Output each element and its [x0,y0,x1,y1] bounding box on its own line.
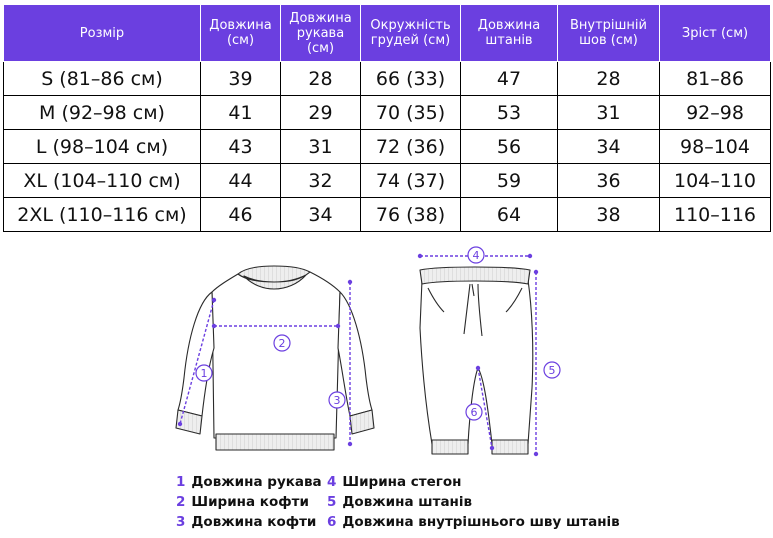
table-row [4,164,771,198]
svg-text:1: 1 [200,367,208,380]
legend-item [327,472,620,492]
header-height: Зріст (см) [660,5,771,62]
legend-number: 4 [327,474,337,490]
legend-left [176,472,322,532]
cell-chest: 74 (37) [361,164,461,198]
cell-pants: 47 [461,62,558,96]
cell-chest: 72 (36) [361,130,461,164]
legend-item [327,492,620,512]
svg-text:2: 2 [278,337,286,350]
cell-sleeve: 32 [281,164,361,198]
cell-chest: 76 (38) [361,198,461,232]
table-row [4,96,771,130]
cell-inseam: 34 [558,130,660,164]
svg-text:3: 3 [333,394,341,407]
garment-measurement-diagram [0,238,773,470]
cell-sleeve: 28 [281,62,361,96]
table-header-row [4,5,771,62]
cell-inseam: 28 [558,62,660,96]
table-row [4,130,771,164]
legend-item [176,472,322,492]
marker-3 [329,392,345,408]
header-pants-length: Довжина штанів [461,5,558,62]
cell-length: 39 [201,62,281,96]
cell-height: 110–116 [660,198,771,232]
legend-number: 2 [176,494,186,510]
pants-waistband [420,267,530,284]
cell-pants: 53 [461,96,558,130]
legend-number: 3 [176,514,186,530]
cell-pants: 56 [461,130,558,164]
legend-text: Довжина кофти [191,514,317,530]
marker-6 [466,404,482,420]
cell-size: 2XL (110–116 см) [4,198,201,232]
pants-right-cuff [492,440,528,454]
marker-5 [544,362,560,378]
cell-size: XL (104–110 см) [4,164,201,198]
header-inseam: Внутрішній шов (см) [558,5,660,62]
legend-text: Ширина стегон [342,474,462,490]
cell-size: S (81–86 см) [4,62,201,96]
legend-text: Довжина штанів [342,494,473,510]
legend-text: Довжина внутрішнього шву штанів [342,514,620,530]
marker-2 [274,335,290,351]
cell-length: 43 [201,130,281,164]
header-length: Довжина (см) [201,5,281,62]
legend-text: Довжина рукава [191,474,322,490]
legend-item [327,512,620,532]
cell-height: 104–110 [660,164,771,198]
cell-chest: 66 (33) [361,62,461,96]
cell-sleeve: 34 [281,198,361,232]
cell-chest: 70 (35) [361,96,461,130]
cell-length: 44 [201,164,281,198]
table-row [4,198,771,232]
cell-height: 92–98 [660,96,771,130]
cell-inseam: 36 [558,164,660,198]
header-size: Розмір [4,5,201,62]
sweatshirt-left-sleeve [178,292,214,416]
sweatshirt-drawing [176,266,374,450]
legend-item [176,512,322,532]
sweatshirt-body [212,272,340,438]
marker-4 [468,247,484,263]
legend-number: 1 [176,474,186,490]
table-row [4,62,771,96]
size-chart-table [3,4,771,232]
cell-pants: 59 [461,164,558,198]
cell-inseam: 31 [558,96,660,130]
pants-left-cuff [432,440,468,454]
cell-height: 81–86 [660,62,771,96]
cell-size: L (98–104 см) [4,130,201,164]
legend-number: 6 [327,514,337,530]
svg-text:4: 4 [472,249,480,262]
header-chest: Окружність грудей (см) [361,5,461,62]
legend-item [176,492,322,512]
svg-text:6: 6 [470,406,478,419]
cell-size: M (92–98 см) [4,96,201,130]
cell-sleeve: 31 [281,130,361,164]
legend-text: Ширина кофти [191,494,309,510]
cell-height: 98–104 [660,130,771,164]
svg-text:5: 5 [548,364,556,377]
legend-right [327,472,620,532]
cell-pants: 64 [461,198,558,232]
pants-drawing [420,267,533,454]
sweatshirt-hem [216,434,334,450]
cell-inseam: 38 [558,198,660,232]
cell-length: 46 [201,198,281,232]
marker-1 [196,365,212,381]
cell-sleeve: 29 [281,96,361,130]
header-sleeve-length: Довжина рукава (см) [281,5,361,62]
cell-length: 41 [201,96,281,130]
legend-number: 5 [327,494,337,510]
